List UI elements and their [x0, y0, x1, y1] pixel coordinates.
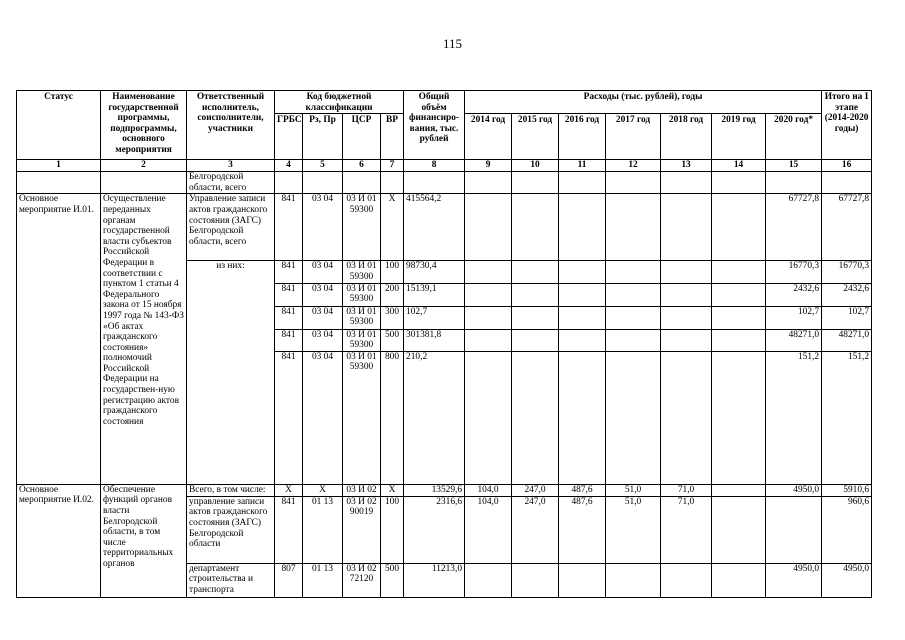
col-num: 3: [187, 160, 275, 172]
header-grbs: ГРБС: [275, 114, 303, 160]
header-2016: 2016 год: [559, 114, 606, 160]
csr-cell: 03 И 01 59300: [343, 283, 381, 306]
y2016-cell: [559, 563, 606, 597]
y2020-cell: 151,2: [766, 351, 822, 484]
stage-cell: 102,7: [822, 306, 872, 329]
stage-cell: 2432,6: [822, 283, 872, 306]
rz-cell: Х: [303, 484, 343, 496]
vr-cell: 300: [381, 306, 404, 329]
y2018-cell: 71,0: [661, 496, 712, 563]
total-cell: 210,2: [404, 351, 465, 484]
table-row: [17, 194, 872, 261]
header-rz-pr: Рз, Пр: [303, 114, 343, 160]
y2020-cell: [766, 496, 822, 563]
header-csr: ЦСР: [343, 114, 381, 160]
responsible-cell: управление записи актов гражданского состояния (ЗАГС) Белгородской области: [187, 496, 275, 563]
table-row: [17, 484, 872, 496]
vr-cell: Х: [381, 484, 404, 496]
name-cell: Осуществление переданных органам государственной власти субъектов Российской Федерации в соответствии с пунктом 1 статьи 4 Федерального закона от 15 ноября 1997 года № 143-ФЗ «Об актах гражданского состояния» полномочий Российской Федерации на государствен-ную регистрацию актов гражданского состояния: [101, 194, 187, 484]
col-num: 8: [404, 160, 465, 172]
header-2014: 2014 год: [465, 114, 512, 160]
vr-cell: 800: [381, 351, 404, 484]
responsible-cell: Всего, в том числе:: [187, 484, 275, 496]
grbs-cell: 841: [275, 306, 303, 329]
csr-cell: 03 И 01 59300: [343, 351, 381, 484]
header-stage-total: Итого на I этапе (2014-2020 годы): [822, 91, 872, 160]
total-cell: 11213,0: [404, 563, 465, 597]
col-num: 9: [465, 160, 512, 172]
rz-cell: 03 04: [303, 261, 343, 283]
rz-cell: 03 04: [303, 306, 343, 329]
col-num: 5: [303, 160, 343, 172]
y2016-cell: 487,6: [559, 484, 606, 496]
y2017-cell: 51,0: [606, 484, 661, 496]
status-cell: Основное мероприятие И.01.: [17, 194, 101, 484]
col-num: 10: [512, 160, 559, 172]
y2015-cell: 247,0: [512, 484, 559, 496]
csr-cell: 03 И 02 72120: [343, 563, 381, 597]
vr-cell: Х: [381, 194, 404, 261]
header-row-1: [17, 91, 872, 114]
csr-cell: 03 И 01 59300: [343, 329, 381, 351]
y2019-cell: [712, 563, 766, 597]
y2017-cell: 51,0: [606, 496, 661, 563]
csr-cell: 03 И 01 59300: [343, 261, 381, 283]
y2018-cell: 71,0: [661, 484, 712, 496]
header-2020: 2020 год*: [766, 114, 822, 160]
vr-cell: 100: [381, 496, 404, 563]
grbs-cell: 841: [275, 496, 303, 563]
stage-cell: 48271,0: [822, 329, 872, 351]
y2018-cell: [661, 563, 712, 597]
y2019-cell: [712, 496, 766, 563]
rz-cell: 03 04: [303, 351, 343, 484]
y2019-cell: [712, 484, 766, 496]
grbs-cell: 841: [275, 283, 303, 306]
header-status: Статус: [17, 91, 101, 160]
header-vr: ВР: [381, 114, 404, 160]
col-num: 6: [343, 160, 381, 172]
y2017-cell: [606, 563, 661, 597]
col-num: 12: [606, 160, 661, 172]
header-2015: 2015 год: [512, 114, 559, 160]
total-cell: 102,7: [404, 306, 465, 329]
grbs-cell: 841: [275, 194, 303, 261]
col-num: 14: [712, 160, 766, 172]
vr-cell: 500: [381, 563, 404, 597]
y2020-cell: 2432,6: [766, 283, 822, 306]
col-num: 4: [275, 160, 303, 172]
rz-cell: 03 04: [303, 283, 343, 306]
status-cell: Основное мероприятие И.02.: [17, 484, 101, 597]
y2015-cell: [512, 563, 559, 597]
rz-cell: 03 04: [303, 194, 343, 261]
vr-cell: 200: [381, 283, 404, 306]
col-num: 13: [661, 160, 712, 172]
header-total: Общий объём финансиро-вания, тыс. рублей: [404, 91, 465, 160]
stage-cell: 151,2: [822, 351, 872, 484]
y2014-cell: 104,0: [465, 496, 512, 563]
grbs-cell: 841: [275, 351, 303, 484]
csr-cell: 03 И 01 59300: [343, 306, 381, 329]
header-2019: 2019 год: [712, 114, 766, 160]
col-num: 16: [822, 160, 872, 172]
responsible-cell: Управление записи актов гражданского состояния (ЗАГС) Белгородской области, всего: [187, 194, 275, 261]
total-cell: 301381,8: [404, 329, 465, 351]
total-cell: 98730,4: [404, 261, 465, 283]
header-budget-code: Код бюджетной классификации: [275, 91, 404, 114]
col-num: 11: [559, 160, 606, 172]
y2016-cell: 487,6: [559, 496, 606, 563]
y2020-cell: 16770,3: [766, 261, 822, 283]
total-cell: 2316,6: [404, 496, 465, 563]
grbs-cell: 841: [275, 261, 303, 283]
header-name: Наименование государственной программы, подпрограммы, основного мероприятия: [101, 91, 187, 160]
y2020-cell: 102,7: [766, 306, 822, 329]
total-cell: 13529,6: [404, 484, 465, 496]
stage-cell: 960,6: [822, 496, 872, 563]
col-num: 15: [766, 160, 822, 172]
y2014-cell: 104,0: [465, 484, 512, 496]
page-number: 115: [442, 36, 463, 51]
col-num: 2: [101, 160, 187, 172]
budget-table: [16, 90, 872, 598]
header-expenses: Расходы (тыс. рублей), годы: [465, 91, 822, 114]
grbs-cell: Х: [275, 484, 303, 496]
stage-cell: 4950,0: [822, 563, 872, 597]
csr-cell: 03 И 01 59300: [343, 194, 381, 261]
y2020-cell: 4950,0: [766, 484, 822, 496]
grbs-cell: 841: [275, 329, 303, 351]
col-num: 7: [381, 160, 404, 172]
header-2017: 2017 год: [606, 114, 661, 160]
stage-cell: 5910,6: [822, 484, 872, 496]
column-number-row: [17, 160, 872, 172]
header-responsible: Ответственный исполнитель, соисполнители, участники: [187, 91, 275, 160]
total-cell: 415564,2: [404, 194, 465, 261]
responsible-cell: Белгородской области, всего: [187, 172, 275, 194]
rz-cell: 01 13: [303, 563, 343, 597]
y2014-cell: [465, 563, 512, 597]
table-row: [17, 172, 872, 194]
rz-cell: 03 04: [303, 329, 343, 351]
responsible-cell: департамент строительства и транспорта: [187, 563, 275, 597]
stage-cell: 67727,8: [822, 194, 872, 261]
rz-cell: 01 13: [303, 496, 343, 563]
vr-cell: 500: [381, 329, 404, 351]
name-cell: Обеспечение функций органов власти Белгородской области, в том числе территориальных органов: [101, 484, 187, 597]
col-num: 1: [17, 160, 101, 172]
csr-cell: 03 И 02: [343, 484, 381, 496]
y2020-cell: 48271,0: [766, 329, 822, 351]
csr-cell: 03 И 02 90019: [343, 496, 381, 563]
header-2018: 2018 год: [661, 114, 712, 160]
stage-cell: 16770,3: [822, 261, 872, 283]
total-cell: 15139,1: [404, 283, 465, 306]
responsible-cell: из них:: [187, 261, 275, 484]
y2015-cell: 247,0: [512, 496, 559, 563]
y2020-cell: 4950,0: [766, 563, 822, 597]
y2020-cell: 67727,8: [766, 194, 822, 261]
vr-cell: 100: [381, 261, 404, 283]
grbs-cell: 807: [275, 563, 303, 597]
